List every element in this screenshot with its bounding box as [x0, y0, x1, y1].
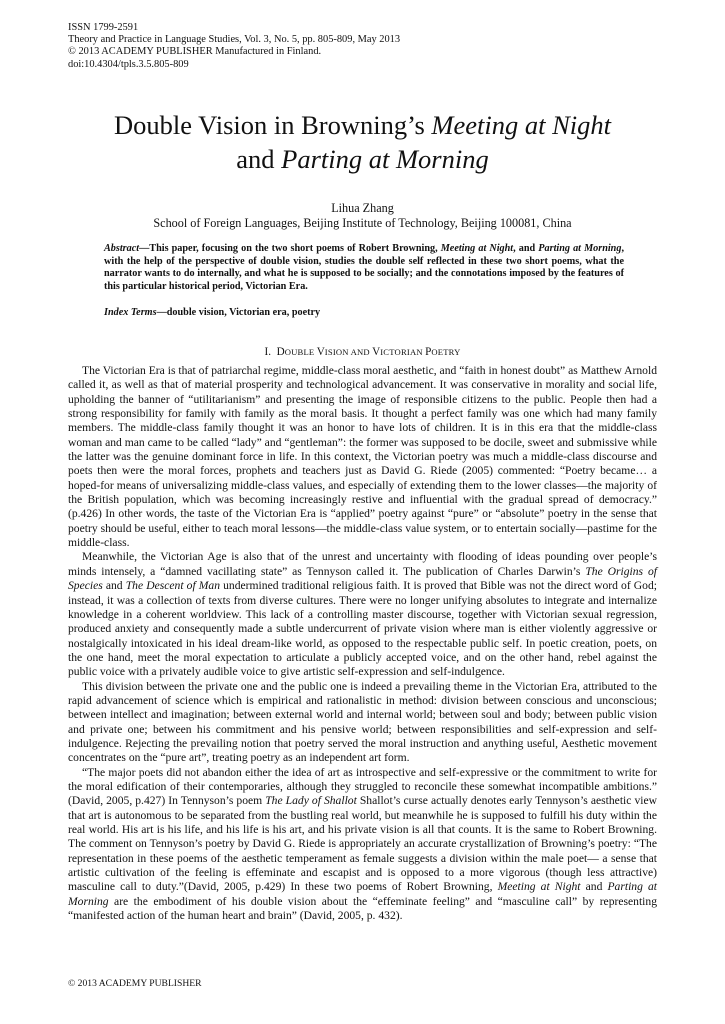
paragraph-text: and [102, 579, 126, 593]
index-terms-label: Index Terms [104, 307, 157, 318]
section-number: I. [264, 346, 272, 358]
doi: doi:10.4304/tpls.3.5.805-809 [68, 58, 189, 70]
title-poem-1: Meeting at Night [431, 110, 611, 140]
abstract-poem-1: Meeting at Night [440, 243, 514, 254]
abstract-poem-2: Parting at Morning [538, 243, 622, 254]
abstract-text: This paper, focusing on the two short poems of Robert Browning, [149, 243, 441, 254]
paragraph-1: The Victorian Era is that of patriarchal regime, middle-class moral aesthetic, and “faith in honest doubt” as Matthew Arnold called it, as well as that of material prosperity and technological advancement. It was conservative in morality and social life, upholding the banner of “utilitarianism” and presenting the image of responsible citizens to the public. People then had a strong responsibility for family with family as the moral basis. It thought a perfect family was one which had many family members. The middle-class family thought it was an honor to have lots of children. It is in this era that the middle-class woman and man came to be called “lady” and “gentleman”: the former was supposed to be docile, sweet and submissive while the latter was the genuine dominant force in life. In this context, the Victorian poetry was much a middle-class discourse and poets then were the moral forces, prophets and teachers just as David G. Riede (2005) commented: “Poetry became… a hoped-for means of universalizing middle-class values, and especially of extending them to the lower classes—the majority of the British population, which was becoming increasingly restive and influential with the gradual spread of democracy.” (p.426) In other words, the taste of the Victorian Era is “applied” poetry against “pure” or “absolute” poetry in the sense that poetry should be useful, either to teach moral lessons—the middle-class value system, or to entertain socially—pastime for the middle-class. [68, 364, 657, 550]
abstract-text: , and [513, 243, 539, 254]
abstract [104, 243, 624, 293]
poem-title: Parting at Morning [68, 880, 657, 908]
body-text [68, 364, 657, 923]
section-heading-text: D [276, 346, 285, 358]
abstract-label: Abstract [104, 243, 140, 254]
book-title: The Origins of Species [68, 564, 657, 593]
poem-title: The Lady of Shallot [265, 794, 357, 808]
paper-title [68, 108, 657, 176]
paragraph-text: Shallot’s curse actually denotes early Tennyson’s aesthetic view that art is autonomous to be separated from the bustling real world, but meanwhile he is supposed to fulfill his duty within the real world. His art is his life, and his life is his art, and his private vision is all that counts. It is the same to Robert Browning. The comment on Tennyson’s poetry by David G. Riede is appropriately an accurate crystallization of Browning’s poetry: “The representation in these poems of the aesthetic temperament as female suggests a division within the male poet— a sense that artistic cultivation of the feeling is effeminate and escapist and is opposed to a more vigorous (though less attractive) masculine call to duty.”(David, 2005, p.429) In these two poems of Robert Browning, [68, 794, 657, 894]
title-text-2: and [236, 144, 282, 174]
title-poem-2: Parting at Morning [281, 144, 489, 174]
poem-title: Meeting at Night [497, 880, 581, 894]
abstract-dash: — [139, 243, 150, 254]
title-text: Double Vision in Browning’s [114, 110, 432, 140]
section-heading [68, 346, 657, 359]
author-name: Lihua Zhang [331, 201, 394, 215]
issn: ISSN 1799-2591 [68, 22, 139, 33]
section-heading-text: OETRY [431, 347, 461, 357]
section-heading-text: ISION AND [324, 347, 373, 357]
author-affiliation: School of Foreign Languages, Beijing Institute of Technology, Beijing 100081, China [153, 216, 572, 230]
journal-citation: Theory and Practice in Language Studies, Vol. 3, No. 5, pp. 805-809, May 2013 [68, 34, 401, 46]
paragraph-3: This division between the private one and the public one is indeed a prevailing theme in the Victorian Era, attributed to the rapid advancement of science which is empirical and rationalistic in method: division between conscious and unconscious; between intellect and imagination; between external world and internal world; between soul and body; between public vision and private one; between his commitment and his pensive world; between responsibilities and self-expression and self-indulgence. Rejecting the prevailing notion that poetry served the moral instruction and anything useful, Aesthetic movement concentrates on the “pure art”, treating poetry as an independent art form. [68, 679, 657, 765]
section-heading-text: V [372, 346, 381, 358]
paragraph-text: are the embodiment of his double vision about the “effeminate feeling” and “masculine call” by representing “manifested action of the human heart and brain” (David, 2005, p. 432). [68, 894, 657, 923]
journal-info [68, 22, 400, 71]
paragraph-4 [68, 766, 657, 924]
paragraph-text: undermined traditional religious faith. It is proved that Bible was not the direct word of God; instead, it was a collection of texts from diverse cultures. There were no longer unifying absolutes to integrate and internalize knowledge in a coherent worldview. This lack of a controlling master discourse, together with Victorian sexual regression, produced anxiety and consequently made a subtle undercurrent of private vision where man is either violently aggressive or nostalgically intoxicated in his ideal dream-like world, as opposed to the respectable public self. In poetic creation, poets, on the one hand, meet the moral expectation to articulate a publicly accepted voice, and on the other hand, rebel against the public voice with a privately audible voice to give artistic self-expression and self-indulgence. [68, 579, 657, 679]
book-title: The Descent of Man [125, 579, 221, 593]
index-terms-text: —double vision, Victorian era, poetry [156, 307, 321, 318]
paragraph-2 [68, 550, 657, 679]
section-heading-text: OUBLE [284, 347, 317, 357]
abstract-text: , with the help of the perspective of double vision, studies the double self reflected in these two short poems, what the narrator wants to do internally, and what he is supposed to be socially; and the connotations imposed by the features of this particular historical period, Victorian Era. [104, 243, 624, 292]
index-terms [104, 307, 624, 320]
page-footer: © 2013 ACADEMY PUBLISHER [68, 978, 202, 989]
section-heading-text: ICTORIAN [380, 347, 426, 357]
paragraph-text: Meanwhile, the Victorian Age is also that of the unrest and uncertainty with flooding of ideas pounding over people’s minds intensely, a “damned vacillating state” as Tennyson called it. The publication of Charles Darwin’s [68, 550, 657, 578]
section-heading-text: V [316, 346, 325, 358]
paragraph-text: “The major poets did not abandon either the idea of art as introspective and self-expressive or the commitment to write for the moral edification of their contemporaries, although they struggled to reconcile these somewhat incompatible ambitions.” (David, 2005, p.427) In Tennyson’s poem [68, 765, 657, 808]
paragraph-text: and [580, 880, 608, 894]
section-heading-text: P [425, 346, 432, 358]
copyright-line: © 2013 ACADEMY PUBLISHER Manufactured in Finland. [68, 46, 322, 58]
